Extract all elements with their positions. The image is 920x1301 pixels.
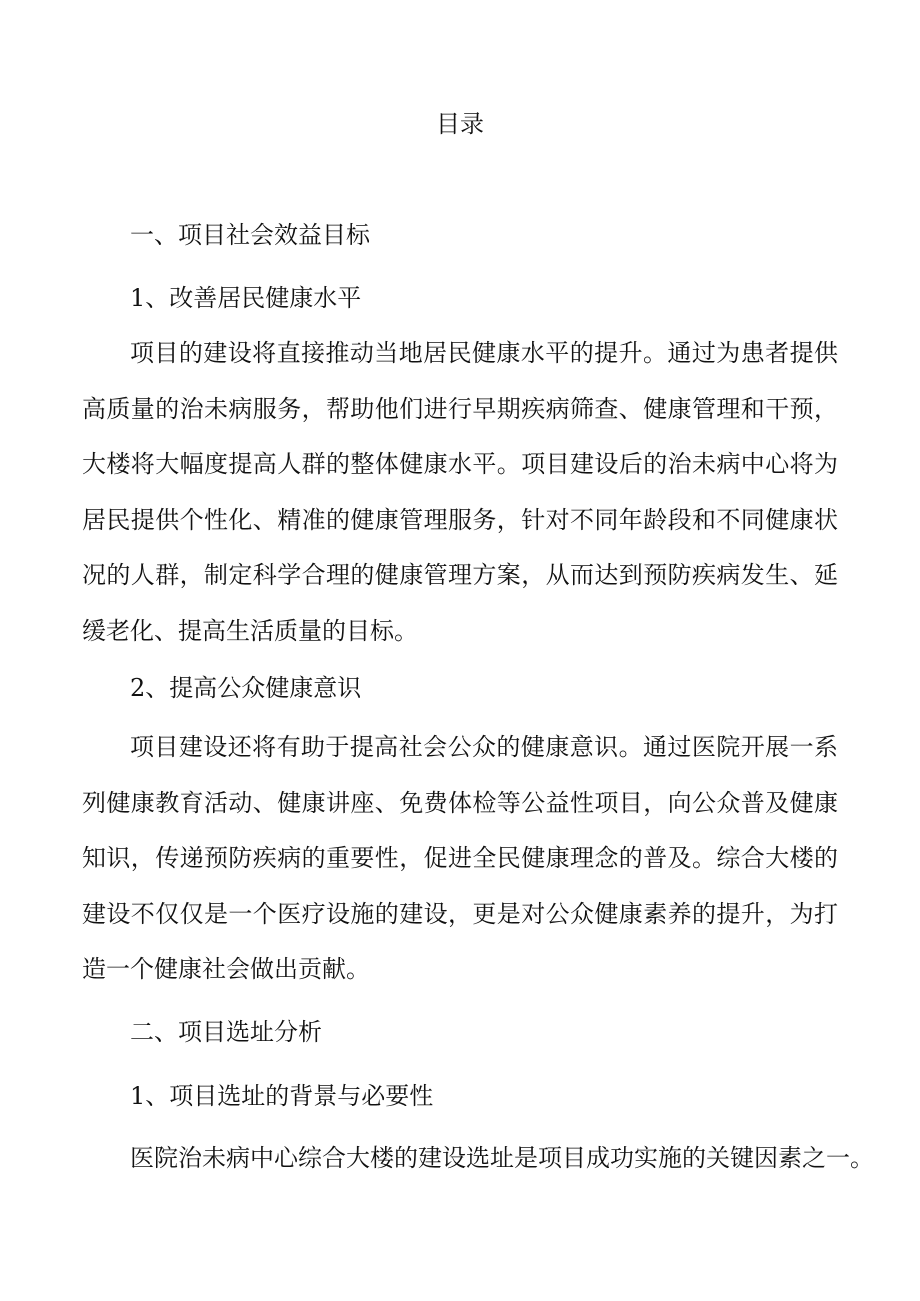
section-heading-1: 一、项目社会效益目标 xyxy=(130,221,370,249)
subsection-heading-1-1: 1、改善居民健康水平 xyxy=(130,284,362,312)
paragraph-1-1: 项目的建设将直接推动当地居民健康水平的提升。通过为患者提供高质量的治未病服务，帮助他们进行早期疾病筛查、健康管理和干预，大楼将大幅度提高人群的整体健康水平。项目建设后的治未病中心将为居民提供个性化、精准的健康管理服务，针对不同年龄段和不同健康状况的人群，制定科学合理的健康管理方案，从而达到预防疾病发生、延缓老化、提高生活质量的目标。 xyxy=(82,339,838,645)
subsection-heading-2-1: 1、项目选址的背景与必要性 xyxy=(130,1082,434,1110)
paragraph-1-2: 项目建设还将有助于提高社会公众的健康意识。通过医院开展一系列健康教育活动、健康讲座、免费体检等公益性项目，向公众普及健康知识，传递预防疾病的重要性，促进全民健康理念的普及。综合大楼的建设不仅仅是一个医疗设施的建设，更是对公众健康素养的提升，为打造一个健康社会做出贡献。 xyxy=(82,733,838,983)
section-heading-2: 二、项目选址分析 xyxy=(130,1018,322,1046)
paragraph-2-1: 医院治未病中心综合大楼的建设选址是项目成功实施的关键因素之一。 xyxy=(130,1144,874,1172)
subsection-heading-1-2: 2、提高公众健康意识 xyxy=(130,674,362,702)
page-title: 目录 xyxy=(436,110,484,138)
